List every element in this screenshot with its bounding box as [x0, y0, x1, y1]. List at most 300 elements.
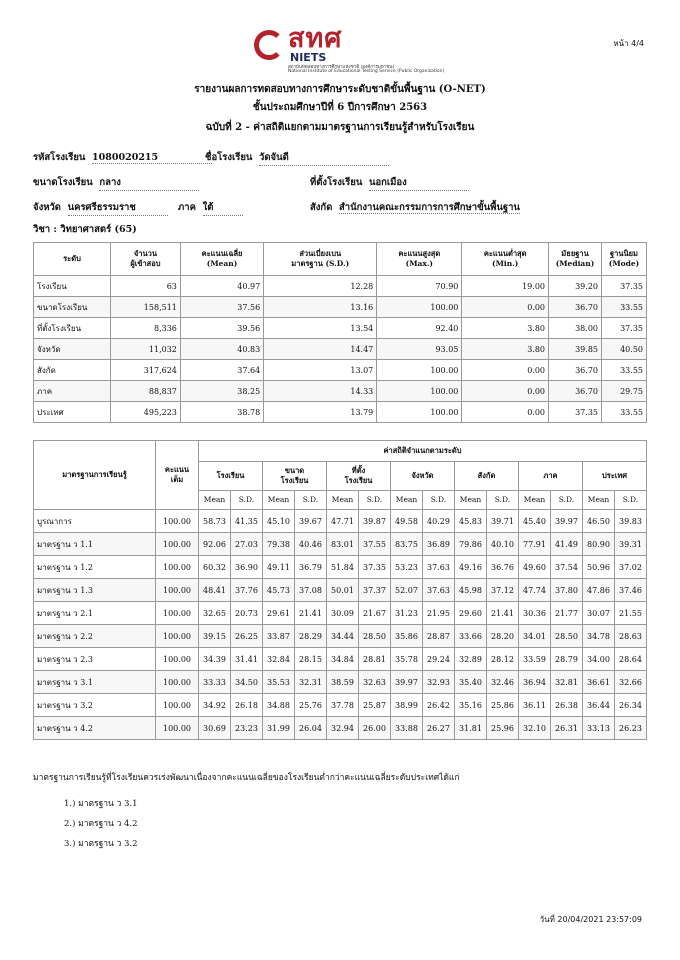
stats-row [34, 381, 647, 402]
header-group: ที่ตั้ง โรงเรียน [327, 462, 391, 491]
sd-value: 37.35 [359, 556, 391, 579]
header-mean: Mean [327, 491, 359, 510]
school-code-label: รหัสโรงเรียน [33, 152, 86, 163]
stats-mean: 40.97 [180, 276, 263, 297]
sd-value: 26.23 [615, 717, 647, 740]
school-location-label: ที่ตั้งโรงเรียน [310, 177, 363, 188]
stats-sd: 13.16 [264, 297, 377, 318]
header-sd: S.D. [615, 491, 647, 510]
mean-value: 39.97 [391, 671, 423, 694]
mean-value: 36.11 [519, 694, 551, 717]
sd-value: 39.83 [615, 510, 647, 533]
standard-row [34, 648, 647, 671]
sd-value: 37.37 [359, 579, 391, 602]
list-item: 1.) มาตรฐาน ว 3.1 [64, 799, 138, 809]
stats-mode: 33.55 [602, 297, 647, 318]
stats-count: 158,511 [111, 297, 181, 318]
stats-mean: 37.64 [180, 360, 263, 381]
standard-label: มาตรฐาน ว 1.3 [34, 579, 156, 602]
stats-mode: 29.75 [602, 381, 647, 402]
region: ใต้ [203, 200, 243, 216]
sd-value: 28.12 [487, 648, 519, 671]
stats-row [34, 360, 647, 381]
logo-eng: NIETS [290, 51, 327, 64]
mean-value: 33.13 [583, 717, 615, 740]
full-score: 100.00 [156, 717, 199, 740]
mean-value: 36.94 [519, 671, 551, 694]
mean-value: 34.88 [263, 694, 295, 717]
sd-value: 31.41 [231, 648, 263, 671]
standard-label: มาตรฐาน ว 2.2 [34, 625, 156, 648]
province: นครศรีธรรมราช [68, 200, 168, 216]
full-score: 100.00 [156, 579, 199, 602]
stats-max: 100.00 [377, 381, 462, 402]
stats-min: 3.80 [462, 339, 549, 360]
standard-label: มาตรฐาน ว 1.1 [34, 533, 156, 556]
school-size-row [33, 175, 199, 191]
full-score: 100.00 [156, 625, 199, 648]
standard-row [34, 717, 647, 740]
mean-value: 31.99 [263, 717, 295, 740]
standard-label: มาตรฐาน ว 3.1 [34, 671, 156, 694]
stats-mean: 38.25 [180, 381, 263, 402]
full-score: 100.00 [156, 533, 199, 556]
mean-value: 34.39 [199, 648, 231, 671]
full-score: 100.00 [156, 602, 199, 625]
stats-level: โรงเรียน [34, 276, 111, 297]
mean-value: 45.73 [263, 579, 295, 602]
sd-value: 26.25 [231, 625, 263, 648]
sd-value: 34.50 [231, 671, 263, 694]
header-mean: Mean [519, 491, 551, 510]
sd-value: 28.87 [423, 625, 455, 648]
standard-row [34, 625, 647, 648]
header-full-score: คะแนน เต็ม [156, 441, 199, 510]
header-max: คะแนนสูงสุด (Max.) [377, 243, 462, 276]
standard-label: มาตรฐาน ว 2.3 [34, 648, 156, 671]
mean-value: 50.01 [327, 579, 359, 602]
mean-value: 34.44 [327, 625, 359, 648]
logo-sub-thai: สถาบันทดสอบทางการศึกษาแห่งชาติ (องค์การมหาชน) [288, 65, 395, 70]
sd-value: 37.54 [551, 556, 583, 579]
sd-value: 27.03 [231, 533, 263, 556]
header-group: ขนาด โรงเรียน [263, 462, 327, 491]
full-score: 100.00 [156, 510, 199, 533]
school-code-row [33, 150, 212, 165]
sd-value: 41.35 [231, 510, 263, 533]
affiliation-row [310, 200, 520, 215]
header-mean: คะแนนเฉลี่ย (Mean) [180, 243, 263, 276]
sd-value: 26.04 [295, 717, 327, 740]
standard-row [34, 671, 647, 694]
sd-value: 28.29 [295, 625, 327, 648]
sd-value: 37.08 [295, 579, 327, 602]
stats-count: 11,032 [111, 339, 181, 360]
header-group: ประเทศ [583, 462, 647, 491]
stats-count: 317,624 [111, 360, 181, 381]
school-code: 1080020215 [92, 152, 212, 164]
mean-value: 45.10 [263, 510, 295, 533]
standard-label: บูรณาการ [34, 510, 156, 533]
mean-value: 80.90 [583, 533, 615, 556]
standard-row [34, 579, 647, 602]
mean-value: 34.00 [583, 648, 615, 671]
sd-value: 21.55 [615, 602, 647, 625]
mean-value: 79.86 [455, 533, 487, 556]
school-location: นอกเมือง [369, 175, 469, 191]
sd-value: 28.63 [615, 625, 647, 648]
niets-logo [252, 23, 445, 74]
school-name-label: ชื่อโรงเรียน [205, 152, 253, 163]
header-sd: S.D. [551, 491, 583, 510]
stats-max: 100.00 [377, 297, 462, 318]
mean-value: 33.66 [455, 625, 487, 648]
stats-median: 39.20 [549, 276, 602, 297]
stats-median: 36.70 [549, 381, 602, 402]
sd-value: 28.64 [615, 648, 647, 671]
mean-value: 47.74 [519, 579, 551, 602]
stats-header-row [34, 243, 647, 276]
sd-value: 40.46 [295, 533, 327, 556]
sd-value: 26.18 [231, 694, 263, 717]
header-sd: S.D. [295, 491, 327, 510]
timestamp: วันที่ 20/04/2021 23:57:09 [539, 915, 642, 924]
stats-min: 0.00 [462, 297, 549, 318]
logo-emblem-icon [254, 30, 284, 60]
mean-value: 32.65 [199, 602, 231, 625]
mean-value: 30.07 [583, 602, 615, 625]
sd-value: 39.97 [551, 510, 583, 533]
sd-value: 40.29 [423, 510, 455, 533]
stats-mean: 37.56 [180, 297, 263, 318]
mean-value: 36.44 [583, 694, 615, 717]
stats-sd: 14.33 [264, 381, 377, 402]
mean-value: 32.89 [455, 648, 487, 671]
mean-value: 34.92 [199, 694, 231, 717]
stats-mode: 33.55 [602, 402, 647, 423]
mean-value: 45.83 [455, 510, 487, 533]
stats-row [34, 402, 647, 423]
sd-value: 37.63 [423, 556, 455, 579]
region-label: ภาค [178, 202, 196, 213]
page-number: หน้า 4/4 [613, 39, 644, 48]
stats-max: 92.40 [377, 318, 462, 339]
stats-level: ภาค [34, 381, 111, 402]
sd-value: 32.66 [615, 671, 647, 694]
stats-mean: 40.83 [180, 339, 263, 360]
stats-row [34, 339, 647, 360]
sd-value: 21.41 [295, 602, 327, 625]
stats-median: 37.35 [549, 402, 602, 423]
mean-value: 35.16 [455, 694, 487, 717]
mean-value: 35.53 [263, 671, 295, 694]
sd-value: 40.10 [487, 533, 519, 556]
school-location-row [310, 175, 469, 191]
sd-value: 28.50 [359, 625, 391, 648]
sd-value: 21.77 [551, 602, 583, 625]
header-min: คะแนนต่ำสุด (Min.) [462, 243, 549, 276]
std-header-row-1 [34, 441, 647, 462]
mean-value: 38.99 [391, 694, 423, 717]
header-mode: ฐานนิยม (Mode) [602, 243, 647, 276]
sd-value: 26.42 [423, 694, 455, 717]
stats-min: 3.80 [462, 318, 549, 339]
school-size-label: ขนาดโรงเรียน [33, 177, 93, 188]
sd-value: 29.24 [423, 648, 455, 671]
mean-value: 49.16 [455, 556, 487, 579]
stats-mode: 33.55 [602, 360, 647, 381]
header-standard: มาตรฐานการเรียนรู้ [34, 441, 156, 510]
mean-value: 49.60 [519, 556, 551, 579]
stats-median: 39.85 [549, 339, 602, 360]
mean-value: 35.40 [455, 671, 487, 694]
sd-value: 39.31 [615, 533, 647, 556]
sd-value: 25.87 [359, 694, 391, 717]
standard-label: มาตรฐาน ว 4.2 [34, 717, 156, 740]
sd-value: 21.41 [487, 602, 519, 625]
mean-value: 34.01 [519, 625, 551, 648]
stats-count: 88,837 [111, 381, 181, 402]
stats-row [34, 276, 647, 297]
report-title: รายงานผลการทดสอบทางการศึกษาระดับชาติขั้นพื้นฐาน (O-NET) [194, 84, 486, 95]
stats-max: 100.00 [377, 360, 462, 381]
sd-value: 20.73 [231, 602, 263, 625]
sd-value: 39.71 [487, 510, 519, 533]
full-score: 100.00 [156, 648, 199, 671]
header-group: จังหวัด [391, 462, 455, 491]
sd-value: 28.15 [295, 648, 327, 671]
sd-value: 32.46 [487, 671, 519, 694]
logo-thai: สทศ [288, 23, 343, 54]
sd-value: 28.79 [551, 648, 583, 671]
sd-value: 32.93 [423, 671, 455, 694]
improvement-note: มาตรฐานการเรียนรู้ที่โรงเรียนควรเร่งพัฒนาเนื่องจากคะแนนเฉลี่ยของโรงเรียนต่ำกว่าคะแนนเฉลี่ยระดับประเทศได้แก่ [33, 773, 460, 783]
sd-value: 41.49 [551, 533, 583, 556]
sd-value: 23.23 [231, 717, 263, 740]
stats-min: 0.00 [462, 381, 549, 402]
sd-value: 28.50 [551, 625, 583, 648]
mean-value: 92.06 [199, 533, 231, 556]
stats-level: ประเทศ [34, 402, 111, 423]
mean-value: 52.07 [391, 579, 423, 602]
header-sd: S.D. [359, 491, 391, 510]
mean-value: 30.69 [199, 717, 231, 740]
mean-value: 31.81 [455, 717, 487, 740]
school-name-row [205, 150, 389, 166]
list-item: 3.) มาตรฐาน ว 3.2 [64, 839, 138, 849]
report-subtitle-grade: ชั้นประถมศึกษาปีที่ 6 ปีการศึกษา 2563 [252, 102, 428, 113]
sd-value: 37.02 [615, 556, 647, 579]
stats-max: 70.90 [377, 276, 462, 297]
mean-value: 77.91 [519, 533, 551, 556]
standard-row [34, 510, 647, 533]
sd-value: 26.38 [551, 694, 583, 717]
mean-value: 45.40 [519, 510, 551, 533]
mean-value: 34.78 [583, 625, 615, 648]
mean-value: 30.09 [327, 602, 359, 625]
standard-label: มาตรฐาน ว 1.2 [34, 556, 156, 579]
sd-value: 37.55 [359, 533, 391, 556]
mean-value: 60.32 [199, 556, 231, 579]
header-stat-group: ค่าสถิติจำแนกตามระดับ [199, 441, 647, 462]
stats-sd: 12.28 [264, 276, 377, 297]
stats-count: 8,336 [111, 318, 181, 339]
mean-value: 50.96 [583, 556, 615, 579]
mean-value: 33.87 [263, 625, 295, 648]
mean-value: 32.84 [263, 648, 295, 671]
stats-table [33, 242, 647, 423]
stats-mode: 37.35 [602, 276, 647, 297]
header-mean: Mean [455, 491, 487, 510]
standard-row [34, 533, 647, 556]
stats-min: 0.00 [462, 360, 549, 381]
sd-value: 25.76 [295, 694, 327, 717]
mean-value: 38.59 [327, 671, 359, 694]
mean-value: 33.88 [391, 717, 423, 740]
mean-value: 37.78 [327, 694, 359, 717]
standard-row [34, 694, 647, 717]
full-score: 100.00 [156, 671, 199, 694]
stats-median: 38.00 [549, 318, 602, 339]
improvement-list [64, 796, 138, 856]
sd-value: 32.31 [295, 671, 327, 694]
mean-value: 31.23 [391, 602, 423, 625]
mean-value: 32.94 [327, 717, 359, 740]
mean-value: 35.78 [391, 648, 423, 671]
sd-value: 28.20 [487, 625, 519, 648]
stats-max: 100.00 [377, 402, 462, 423]
header-sd: S.D. [423, 491, 455, 510]
sd-value: 21.95 [423, 602, 455, 625]
stats-mean: 38.78 [180, 402, 263, 423]
subject-label: วิชา : วิทยาศาสตร์ (65) [33, 224, 137, 235]
mean-value: 47.86 [583, 579, 615, 602]
sd-value: 37.76 [231, 579, 263, 602]
stats-mode: 37.35 [602, 318, 647, 339]
stats-level: ที่ตั้งโรงเรียน [34, 318, 111, 339]
stats-mean: 39.56 [180, 318, 263, 339]
stats-median: 36.70 [549, 297, 602, 318]
stats-sd: 13.79 [264, 402, 377, 423]
stats-sd: 13.07 [264, 360, 377, 381]
sd-value: 39.67 [295, 510, 327, 533]
header-mean: Mean [199, 491, 231, 510]
sd-value: 32.81 [551, 671, 583, 694]
stats-max: 93.05 [377, 339, 462, 360]
region-row [178, 200, 243, 216]
mean-value: 47.71 [327, 510, 359, 533]
list-item: 2.) มาตรฐาน ว 4.2 [64, 819, 138, 829]
mean-value: 36.61 [583, 671, 615, 694]
province-label: จังหวัด [33, 202, 61, 213]
stats-row [34, 297, 647, 318]
stats-row [34, 318, 647, 339]
stats-level: ขนาดโรงเรียน [34, 297, 111, 318]
header-sd: ส่วนเบี่ยงเบน มาตรฐาน (S.D.) [264, 243, 377, 276]
mean-value: 29.60 [455, 602, 487, 625]
standard-label: มาตรฐาน ว 2.1 [34, 602, 156, 625]
stats-count: 63 [111, 276, 181, 297]
sd-value: 26.31 [551, 717, 583, 740]
mean-value: 58.73 [199, 510, 231, 533]
province-row [33, 200, 168, 216]
mean-value: 33.59 [519, 648, 551, 671]
stats-min: 19.00 [462, 276, 549, 297]
sd-value: 26.34 [615, 694, 647, 717]
mean-value: 30.36 [519, 602, 551, 625]
stats-min: 0.00 [462, 402, 549, 423]
school-size: กลาง [99, 175, 199, 191]
mean-value: 34.84 [327, 648, 359, 671]
standard-row [34, 556, 647, 579]
full-score: 100.00 [156, 556, 199, 579]
sd-value: 28.81 [359, 648, 391, 671]
stats-level: จังหวัด [34, 339, 111, 360]
sd-value: 37.80 [551, 579, 583, 602]
sd-value: 36.90 [231, 556, 263, 579]
affiliation-label: สังกัด [310, 202, 333, 213]
mean-value: 33.33 [199, 671, 231, 694]
mean-value: 49.58 [391, 510, 423, 533]
mean-value: 35.86 [391, 625, 423, 648]
header-sd: S.D. [231, 491, 263, 510]
sd-value: 25.96 [487, 717, 519, 740]
sd-value: 36.76 [487, 556, 519, 579]
header-count: จำนวน ผู้เข้าสอบ [111, 243, 181, 276]
school-name: วัดจันดี [259, 150, 389, 166]
standard-label: มาตรฐาน ว 3.2 [34, 694, 156, 717]
report-subtitle-edition: ฉบับที่ 2 - ค่าสถิติแยกตามมาตรฐานการเรียนรู้สำหรับโรงเรียน [205, 122, 475, 133]
mean-value: 53.23 [391, 556, 423, 579]
affiliation: สำนักงานคณะกรรมการการศึกษาขั้นพื้นฐาน [338, 202, 520, 213]
header-sd: S.D. [487, 491, 519, 510]
mean-value: 79.38 [263, 533, 295, 556]
stats-median: 36.70 [549, 360, 602, 381]
header-median: มัธยฐาน (Median) [549, 243, 602, 276]
sd-value: 37.63 [423, 579, 455, 602]
stats-sd: 14.47 [264, 339, 377, 360]
standards-table [33, 440, 647, 740]
sd-value: 36.89 [423, 533, 455, 556]
sd-value: 25.86 [487, 694, 519, 717]
stats-mode: 40.50 [602, 339, 647, 360]
stats-count: 495,223 [111, 402, 181, 423]
header-mean: Mean [391, 491, 423, 510]
logo-sub-eng: National Institute of Educational Testing Service (Public Organization) [288, 69, 445, 74]
mean-value: 39.15 [199, 625, 231, 648]
header-level: ระดับ [34, 243, 111, 276]
header-group: สังกัด [455, 462, 519, 491]
sd-value: 26.00 [359, 717, 391, 740]
sd-value: 37.46 [615, 579, 647, 602]
header-mean: Mean [583, 491, 615, 510]
sd-value: 37.12 [487, 579, 519, 602]
sd-value: 26.27 [423, 717, 455, 740]
sd-value: 36.79 [295, 556, 327, 579]
stats-sd: 13.54 [264, 318, 377, 339]
header-mean: Mean [263, 491, 295, 510]
mean-value: 51.84 [327, 556, 359, 579]
mean-value: 83.75 [391, 533, 423, 556]
sd-value: 39.87 [359, 510, 391, 533]
header-group: ภาค [519, 462, 583, 491]
mean-value: 49.11 [263, 556, 295, 579]
stats-level: สังกัด [34, 360, 111, 381]
mean-value: 32.10 [519, 717, 551, 740]
standard-row [34, 602, 647, 625]
mean-value: 45.98 [455, 579, 487, 602]
mean-value: 46.50 [583, 510, 615, 533]
